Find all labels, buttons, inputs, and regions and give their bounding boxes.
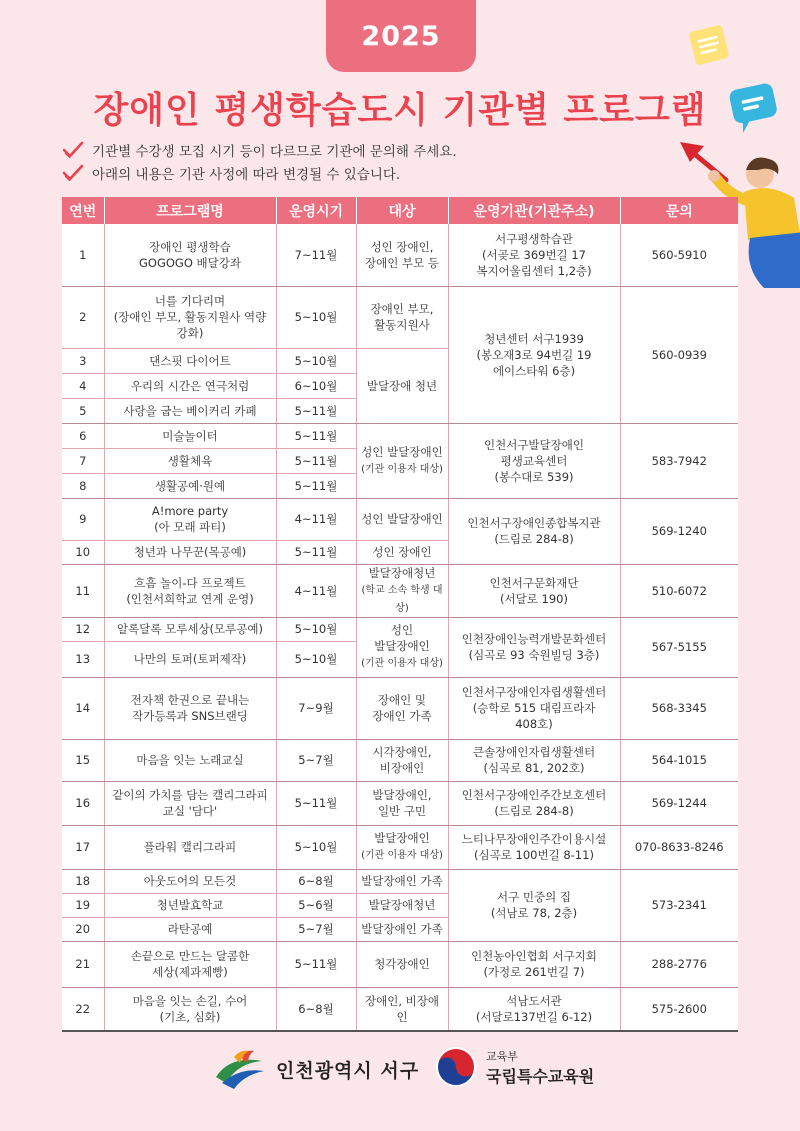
national-emblem-logo-text <box>486 1048 594 1087</box>
cell-target: 발달장애인 (기관 이용자 대상) <box>356 825 448 869</box>
cell-program: 청년발효학교 <box>104 893 276 917</box>
cell-contact: 560-0939 <box>620 286 738 423</box>
cell-program: 손끝으로 만드는 달콤한 세상(제과제빵) <box>104 941 276 987</box>
footer-logos <box>0 1043 800 1103</box>
cell-no: 11 <box>62 564 104 617</box>
col-header-org: 운영기관(기관주소) <box>448 197 620 224</box>
cell-program: 아웃도어의 모든것 <box>104 869 276 893</box>
cell-program: 우리의 시간은 연극처럼 <box>104 373 276 398</box>
page-title: 장애인 평생학습도시 기관별 프로그램 <box>93 90 707 131</box>
cell-program: 흐흠 놀이-다 프로젝트 (인천서희학교 연계 운영) <box>104 564 276 617</box>
cell-period: 7~11월 <box>276 224 356 286</box>
cell-target: 성인 발달장애인 <box>356 498 448 540</box>
cell-no: 4 <box>62 373 104 398</box>
cell-period: 5~11월 <box>276 941 356 987</box>
cell-program: 사랑을 굽는 베이커리 카페 <box>104 398 276 423</box>
cell-program: A!more party (아 모래 파티) <box>104 498 276 540</box>
cell-period: 6~10월 <box>276 373 356 398</box>
table-row <box>62 941 738 987</box>
cell-period: 7~9월 <box>276 677 356 739</box>
seo-gu-logo-text: 인천광역시 서구 <box>276 1059 420 1082</box>
cell-target: 시각장애인, 비장애인 <box>356 739 448 781</box>
cell-period: 5~6월 <box>276 893 356 917</box>
cell-period: 5~7월 <box>276 739 356 781</box>
cell-contact: 560-5910 <box>620 224 738 286</box>
table-header-row <box>62 197 738 224</box>
cell-no: 8 <box>62 473 104 498</box>
notice-text: 아래의 내용은 기관 사정에 따라 변경될 수 있습니다. <box>92 166 401 183</box>
cell-program: 전자책 한권으로 끝내는 작가등록과 SNS브랜딩 <box>104 677 276 739</box>
program-table <box>62 197 738 1032</box>
cell-target: 발달장애청년 (학교 소속 학생 대상) <box>356 564 448 617</box>
cell-period: 5~11월 <box>276 423 356 448</box>
cell-org: 인천농아인협회 서구지회 (가정로 261번길 7) <box>448 941 620 987</box>
cell-program: 생활공예·원예 <box>104 473 276 498</box>
cell-org: 청년센터 서구1939 (봉오재3로 94번길 19 에이스타워 6층) <box>448 286 620 423</box>
cell-no: 7 <box>62 448 104 473</box>
cell-period: 5~10월 <box>276 617 356 641</box>
cell-no: 1 <box>62 224 104 286</box>
cell-program: 댄스핏 다이어트 <box>104 348 276 373</box>
cell-period: 4~11월 <box>276 564 356 617</box>
table-row <box>62 423 738 448</box>
cell-no: 22 <box>62 987 104 1031</box>
cell-target: 발달장애 청년 <box>356 348 448 423</box>
cell-period: 6~8월 <box>276 869 356 893</box>
table-row <box>62 224 738 286</box>
cell-period: 5~10월 <box>276 825 356 869</box>
cell-no: 13 <box>62 641 104 677</box>
col-header-target: 대상 <box>356 197 448 224</box>
cell-target: 성인 장애인 <box>356 540 448 564</box>
table-row <box>62 677 738 739</box>
table-row <box>62 781 738 825</box>
national-emblem-logo <box>434 1045 594 1089</box>
table-row <box>62 498 738 540</box>
cell-contact: 569-1240 <box>620 498 738 564</box>
table-row <box>62 987 738 1031</box>
cell-contact: 575-2600 <box>620 987 738 1031</box>
cell-no: 2 <box>62 286 104 348</box>
cell-contact: 567-5155 <box>620 617 738 677</box>
notice-item <box>62 161 457 184</box>
cell-program: 마음을 잇는 노래교실 <box>104 739 276 781</box>
cell-contact: 510-6072 <box>620 564 738 617</box>
cell-target: 발달장애인, 일반 구민 <box>356 781 448 825</box>
cell-target: 성인 장애인, 장애인 부모 등 <box>356 224 448 286</box>
cell-program: 생활체육 <box>104 448 276 473</box>
cell-period: 5~10월 <box>276 286 356 348</box>
cell-period: 5~11월 <box>276 540 356 564</box>
table-row <box>62 617 738 641</box>
cell-target: 발달장애청년 <box>356 893 448 917</box>
seo-gu-logo-mark <box>212 1047 268 1091</box>
cell-no: 15 <box>62 739 104 781</box>
cell-period: 5~11월 <box>276 781 356 825</box>
check-mark-icon <box>62 164 84 182</box>
cell-no: 21 <box>62 941 104 987</box>
cell-period: 5~11월 <box>276 448 356 473</box>
cell-no: 6 <box>62 423 104 448</box>
col-header-period: 운영시기 <box>276 197 356 224</box>
cell-contact: 568-3345 <box>620 677 738 739</box>
memo-icon <box>684 20 734 70</box>
program-table-wrapper <box>62 197 738 1032</box>
cell-target: 성인 발달장애인 (기관 이용자 대상) <box>356 423 448 498</box>
cell-contact: 070-8633-8246 <box>620 825 738 869</box>
cell-target: 장애인 부모, 활동지원사 <box>356 286 448 348</box>
cell-period: 5~11월 <box>276 473 356 498</box>
cell-target: 발달장애인 가족 <box>356 917 448 941</box>
cell-program: 청년과 나무꾼(목공예) <box>104 540 276 564</box>
cell-no: 18 <box>62 869 104 893</box>
year-tab: 2025 <box>326 0 476 72</box>
table-row <box>62 825 738 869</box>
cell-program: 장애인 평생학습 GOGOGO 배달강좌 <box>104 224 276 286</box>
cell-program: 알록달록 모루세상(모루공예) <box>104 617 276 641</box>
cell-program: 플라워 캘리그라피 <box>104 825 276 869</box>
table-row <box>62 564 738 617</box>
cell-target: 장애인, 비장애인 <box>356 987 448 1031</box>
national-emblem-logo-mark <box>434 1045 478 1089</box>
seo-gu-logo <box>212 1047 419 1091</box>
cell-no: 17 <box>62 825 104 869</box>
cell-period: 5~11월 <box>276 398 356 423</box>
cell-period: 5~10월 <box>276 348 356 373</box>
cell-org: 서구평생학습관 (서곶로 369번길 17 복지어울림센터 1,2층) <box>448 224 620 286</box>
cell-no: 16 <box>62 781 104 825</box>
cell-org: 큰솔장애인자립생활센터 (심곡로 81, 202호) <box>448 739 620 781</box>
cell-target: 청각장애인 <box>356 941 448 987</box>
cell-org: 석남도서관 (서달로137번길 6-12) <box>448 987 620 1031</box>
cell-period: 5~7월 <box>276 917 356 941</box>
cell-program: 라탄공예 <box>104 917 276 941</box>
cell-org: 서구 민중의 집 (석남로 78, 2층) <box>448 869 620 941</box>
cell-contact: 288-2776 <box>620 941 738 987</box>
cell-period: 6~8월 <box>276 987 356 1031</box>
table-row <box>62 286 738 348</box>
cell-contact: 573-2341 <box>620 869 738 941</box>
cell-contact: 569-1244 <box>620 781 738 825</box>
col-header-program: 프로그램명 <box>104 197 276 224</box>
cell-no: 19 <box>62 893 104 917</box>
cell-contact: 583-7942 <box>620 423 738 498</box>
cell-program: 마음을 잇는 손길, 수어 (기초, 심화) <box>104 987 276 1031</box>
logo-institute-text: 국립특수교육원 <box>486 1066 595 1086</box>
cell-org: 인천서구장애인자립생활센터 (승학로 515 대림프라자 408호) <box>448 677 620 739</box>
cell-program: 너를 기다리며 (장애인 부모, 활동지원사 역량 강화) <box>104 286 276 348</box>
check-mark-icon <box>62 141 84 159</box>
cell-org: 인천서구문화재단 (서달로 190) <box>448 564 620 617</box>
cell-org: 인천서구발달장애인 평생교육센터 (봉수대로 539) <box>448 423 620 498</box>
cell-no: 14 <box>62 677 104 739</box>
table-row <box>62 869 738 893</box>
cell-contact: 564-1015 <box>620 739 738 781</box>
col-header-no: 연번 <box>62 197 104 224</box>
cell-target: 장애인 및 장애인 가족 <box>356 677 448 739</box>
cell-period: 4~11월 <box>276 498 356 540</box>
table-row <box>62 739 738 781</box>
cell-program: 같이의 가치를 담는 캘리그라피 교실 '담다' <box>104 781 276 825</box>
cell-no: 10 <box>62 540 104 564</box>
notice-item <box>62 138 457 161</box>
cell-org: 느티나무장애인주간이용시설 (심곡로 100번길 8-11) <box>448 825 620 869</box>
notice-list <box>62 138 457 184</box>
cell-no: 5 <box>62 398 104 423</box>
cell-program: 나만의 토퍼(토퍼제작) <box>104 641 276 677</box>
cell-org: 인천서구장애인종합복지관 (드림로 284-8) <box>448 498 620 564</box>
cell-no: 9 <box>62 498 104 540</box>
col-header-contact: 문의 <box>620 197 738 224</box>
logo-ministry-text: 교육부 <box>486 1049 518 1063</box>
cell-period: 5~10월 <box>276 641 356 677</box>
cell-program: 미술놀이터 <box>104 423 276 448</box>
cell-no: 20 <box>62 917 104 941</box>
cell-target: 발달장애인 가족 <box>356 869 448 893</box>
cell-target: 성인 발달장애인 (기관 이용자 대상) <box>356 617 448 677</box>
cell-org: 인천장애인능력개발문화센터 (심곡로 93 숙원빌딩 3층) <box>448 617 620 677</box>
chat-bubble-icon <box>726 78 784 136</box>
notice-text: 기관별 수강생 모집 시기 등이 다르므로 기관에 문의해 주세요. <box>92 143 457 160</box>
cell-no: 3 <box>62 348 104 373</box>
cell-no: 12 <box>62 617 104 641</box>
cell-org: 인천서구장애인주간보호센터 (드림로 284-8) <box>448 781 620 825</box>
